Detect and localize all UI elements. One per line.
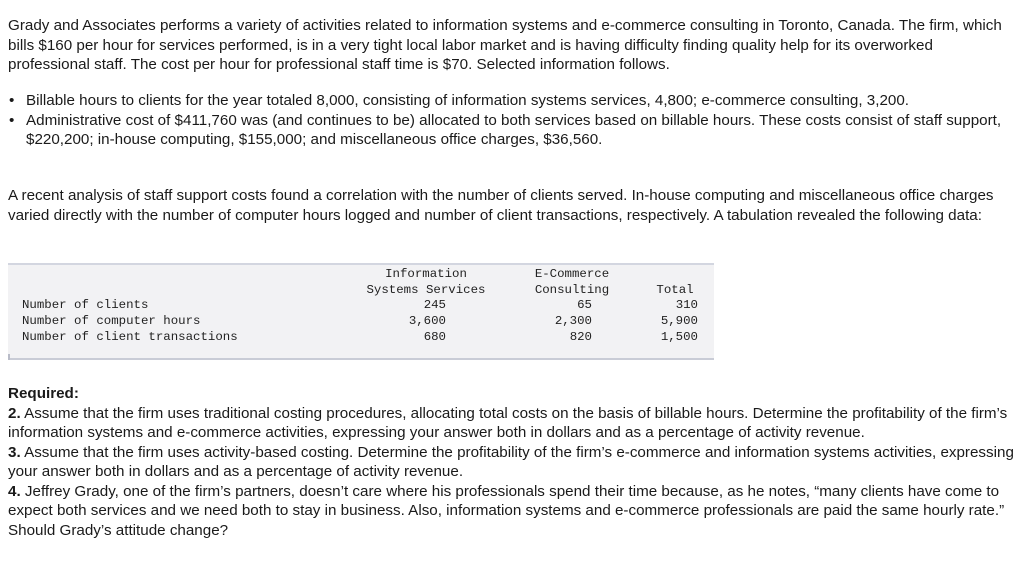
column-header-line: E-Commerce xyxy=(534,267,610,281)
column-header-total: Total xyxy=(656,283,694,297)
bullet-icon: • xyxy=(9,111,15,129)
cell-ec-client-transactions: 820 xyxy=(569,330,592,344)
analysis-paragraph: A recent analysis of staff support costs found a correlation with the number of clients served. In-house computing and miscellaneous office charges varied directly with the number of computer hours logged and number of client transactions, respectively. A tabulation revealed the following data: xyxy=(8,187,994,224)
question-2 xyxy=(8,404,1016,443)
cell-ec-clients: 65 xyxy=(577,298,592,312)
cell-is-computer-hours: 3,600 xyxy=(408,314,446,328)
cell-total-client-transactions: 1,500 xyxy=(660,330,698,344)
intro-paragraph: Grady and Associates performs a variety of activities related to information systems and e-commerce consulting in Toronto, Canada. The firm, which bills $160 per hour for services performed, is in a very tight local labor market and is having difficulty finding quality help for its overworked professional staff. The cost per hour for professional staff time is $70. Selected information follows. xyxy=(8,17,1002,73)
row-label-client-transactions: Number of client transactions xyxy=(22,330,238,344)
required-heading: Required: xyxy=(8,385,79,402)
bullet-list xyxy=(8,91,1018,150)
question-text: Assume that the firm uses traditional costing procedures, allocating total costs on the basis of billable hours. Determine the profitability of the firm’s information systems and e-commerce activities, expressing your answer both in dollars and as a percentage of activity revenue. xyxy=(8,404,1008,441)
question-3 xyxy=(8,443,1016,482)
question-4 xyxy=(8,482,1016,541)
column-header-line: Systems Services xyxy=(366,282,486,297)
question-text: Assume that the firm uses activity-based costing. Determine the profitability of the firm’s e-commerce and information systems activities, expressing your answer both in dollars and as a percentage of activity revenue. xyxy=(8,443,1014,480)
bullet-item-billable-hours xyxy=(8,91,1018,111)
bullet-icon: • xyxy=(9,92,15,109)
data-table xyxy=(8,263,714,360)
question-number: 4. xyxy=(8,482,21,500)
bullet-item-administrative-cost xyxy=(8,111,1018,150)
table-corner-mark xyxy=(8,354,10,360)
question-number: 2. xyxy=(8,404,21,422)
bullet-text: Billable hours to clients for the year totaled 8,000, consisting of information systems services, 4,800; e-commerce consulting, 3,200. xyxy=(26,92,910,109)
row-label-clients: Number of clients xyxy=(22,298,149,312)
column-header-e-commerce xyxy=(524,267,620,298)
question-text: Jeffrey Grady, one of the firm’s partners, doesn’t care where his professionals spend their time because, as he notes, “many clients have come to expect both services and we need both to stay in business. Also, information systems and e-commerce professionals are paid the same hourly rate.” Should Grady’s attitude change? xyxy=(8,482,1005,539)
cell-total-clients: 310 xyxy=(675,298,698,312)
required-section xyxy=(8,384,1016,540)
cell-ec-computer-hours: 2,300 xyxy=(554,314,592,328)
cell-is-client-transactions: 680 xyxy=(423,330,446,344)
question-number: 3. xyxy=(8,443,21,461)
cell-is-clients: 245 xyxy=(423,298,446,312)
row-label-computer-hours: Number of computer hours xyxy=(22,314,201,328)
column-header-line: Information xyxy=(385,267,467,281)
column-header-information-systems xyxy=(358,267,494,298)
table-bottom-rule xyxy=(8,358,714,360)
cell-total-computer-hours: 5,900 xyxy=(660,314,698,328)
column-header-line: Consulting xyxy=(534,282,610,297)
bullet-text: Administrative cost of $411,760 was (and continues to be) allocated to both services based on billable hours. These costs consist of staff support, $220,200; in-house computing, $155,000; and miscellaneous office charges, $36,560. xyxy=(26,111,1002,148)
